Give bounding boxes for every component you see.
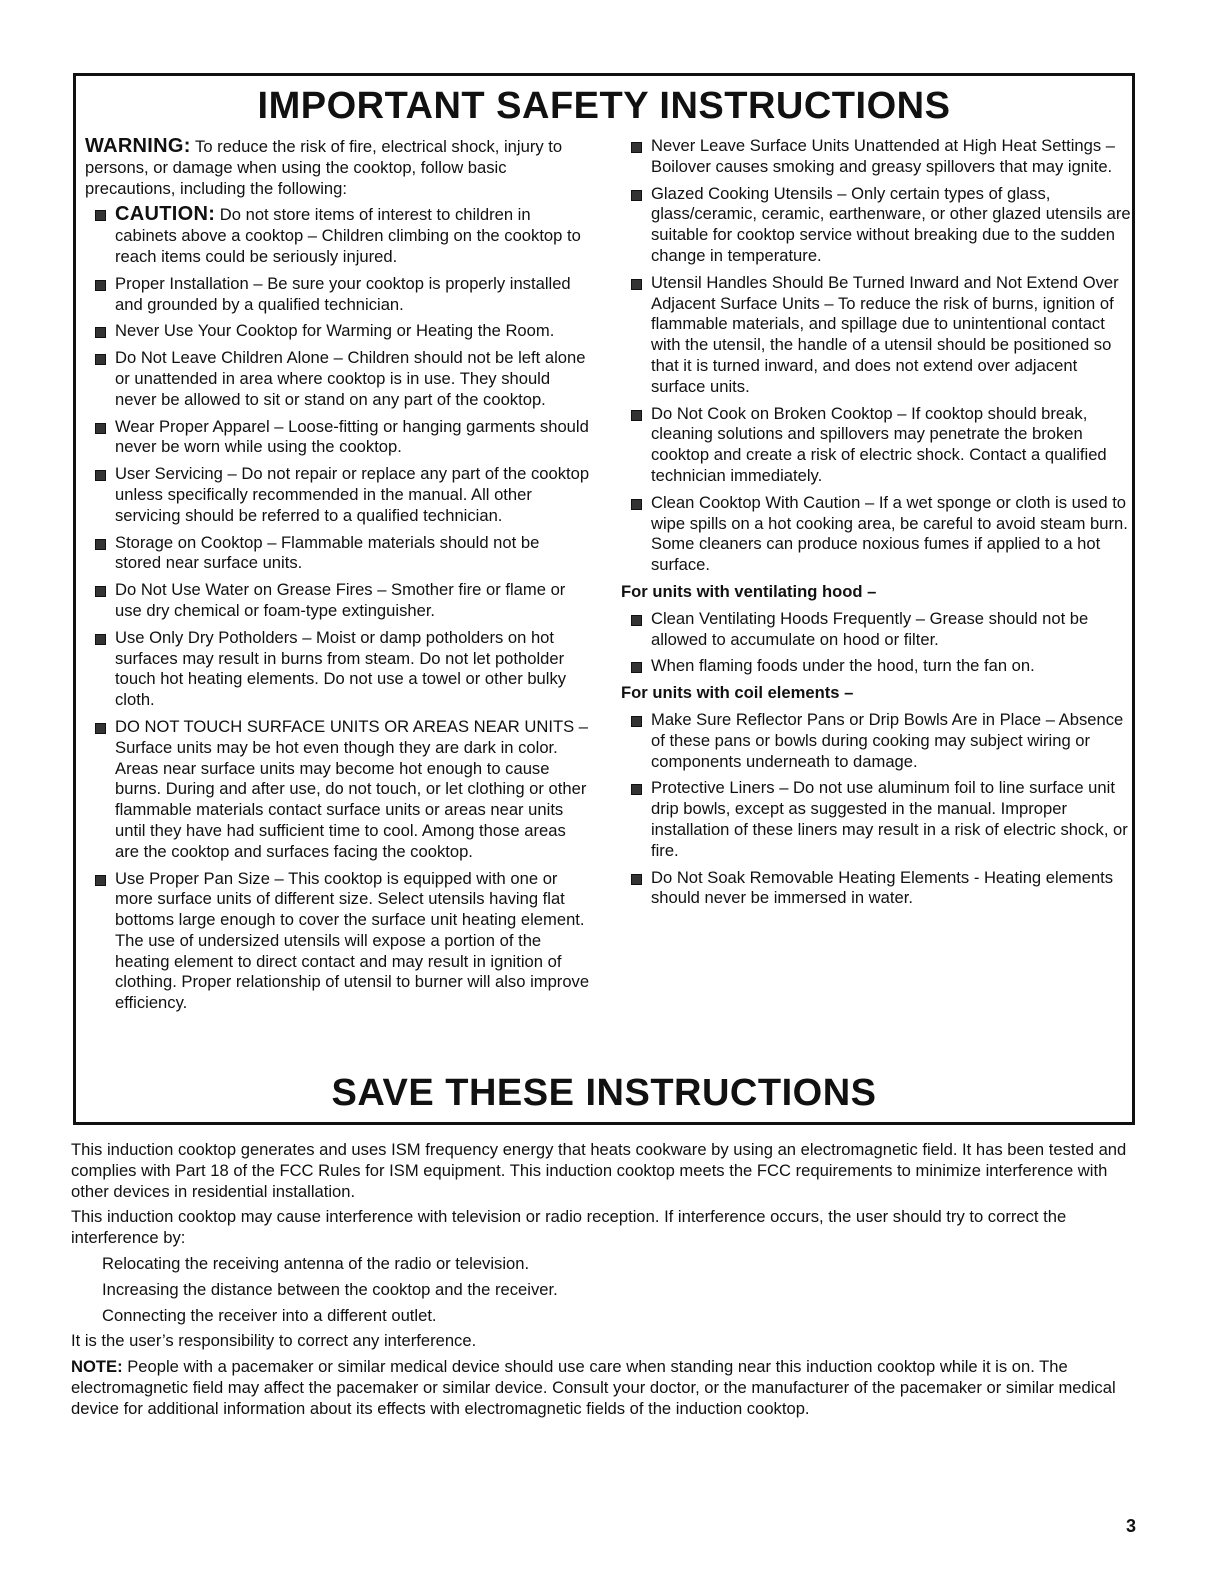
list-item-text: Clean Cooktop With Caution – If a wet sponge or cloth is used to wipe spills on a hot cooking area, be careful to avoid steam burn. Some cleaners can produce noxious fumes if applied to a hot surface.: [651, 492, 1128, 575]
square-bullet-icon: [631, 499, 642, 510]
list-item-text: Do Not Use Water on Grease Fires – Smother fire or flame or use dry chemical or foam-type extinguisher.: [115, 580, 566, 620]
fcc-step: Increasing the distance between the cooktop and the receiver.: [102, 1279, 558, 1299]
note-paragraph: [71, 1357, 1146, 1419]
square-bullet-icon: [631, 784, 642, 795]
fcc-paragraph-1: This induction cooktop generates and uses ISM frequency energy that heats cookware by using an electromagnetic field. It has been tested and complies with Part 18 of the FCC Rules for ISM equipment. This induction cooktop meets the FCC requirements to minimize interference with other devices in residential installation.: [71, 1140, 1127, 1201]
list-item: [621, 184, 1131, 267]
square-bullet-icon: [631, 662, 642, 673]
hood-heading: For units with ventilating hood –: [621, 581, 877, 601]
square-bullet-icon: [631, 716, 642, 727]
list-item-text: Utensil Handles Should Be Turned Inward and Not Extend Over Adjacent Surface Units – To reduce the risk of burns, ignition of flammable materials, and spillage due to unintentional contact with the utensil, the handle of a utensil should be positioned so that it is turned inward, and does not extend over adjacent surface units.: [651, 272, 1119, 396]
square-bullet-icon: [95, 354, 106, 365]
square-bullet-icon: [631, 615, 642, 626]
coil-heading: For units with coil elements –: [621, 683, 854, 703]
page-number: 3: [1126, 1516, 1137, 1536]
list-item-text: DO NOT TOUCH SURFACE UNITS OR AREAS NEAR UNITS – Surface units may be hot even though they are dark in color. Areas near surface units may become hot enough to cause burns. During and after use, do not touch, or let clothing or other flammable materials contact surface units or areas near units until they have had sufficient time to cool. Among those areas are the cooktop and surfaces facing the cooktop.: [115, 716, 589, 861]
list-item: [621, 656, 1131, 677]
square-bullet-icon: [631, 279, 642, 290]
list-item: [85, 274, 590, 316]
square-bullet-icon: [95, 875, 106, 886]
list-item-text: Storage on Cooktop – Flammable materials should not be stored near surface units.: [115, 532, 540, 573]
note-label: NOTE:: [71, 1357, 123, 1377]
square-bullet-icon: [95, 723, 106, 734]
square-bullet-icon: [95, 327, 106, 338]
list-item-text: Wear Proper Apparel – Loose-fitting or hanging garments should never be worn while using the cooktop.: [115, 416, 589, 457]
list-item: [621, 404, 1131, 487]
square-bullet-icon: [95, 586, 106, 597]
list-item-text: Do Not Cook on Broken Cooktop – If cooktop should break, cleaning solutions and spillovers may penetrate the broken cooktop and create a risk of electric shock. Contact a qualified technician immediately.: [651, 403, 1107, 485]
list-item: [621, 778, 1131, 861]
list-item: [85, 869, 590, 1015]
list-item: [85, 628, 590, 711]
square-bullet-icon: [95, 280, 106, 291]
square-bullet-icon: [631, 874, 642, 885]
square-bullet-icon: [631, 190, 642, 201]
list-item-text: Clean Ventilating Hoods Frequently – Grease should not be allowed to accumulate on hood or filter.: [651, 608, 1089, 649]
list-item: [85, 580, 590, 622]
list-item: [85, 464, 590, 526]
list-item: [85, 417, 590, 459]
square-bullet-icon: [631, 410, 642, 421]
safety-instructions-box: [73, 73, 1135, 1125]
list-item-text: Never Use Your Cooktop for Warming or Heating the Room.: [115, 321, 555, 341]
fcc-paragraph-2: This induction cooktop may cause interference with television or radio reception. If interference occurs, the user should try to correct the interference by:: [71, 1207, 1067, 1248]
list-item-text: Never Leave Surface Units Unattended at High Heat Settings – Boilover causes smoking and greasy spillovers that may ignite.: [651, 136, 1115, 176]
warning-label: WARNING:: [85, 135, 191, 157]
square-bullet-icon: [631, 142, 642, 153]
list-item: [621, 609, 1131, 651]
list-item: [621, 273, 1131, 398]
caution-label: CAUTION:: [115, 203, 216, 226]
list-item: [621, 710, 1131, 772]
warning-paragraph: [85, 136, 590, 199]
list-item-text: Do Not Leave Children Alone – Children should not be left alone or unattended in area where cooktop is in use. They should never be allowed to sit or stand on any part of the cooktop.: [115, 348, 586, 409]
list-item: [621, 868, 1131, 910]
list-item-text: Glazed Cooking Utensils – Only certain types of glass, glass/ceramic, ceramic, earthenware, or other glazed utensils are suitable for cooktop service without breaking due to the sudden change in temperature.: [651, 183, 1131, 265]
list-item-text: When flaming foods under the hood, turn the fan on.: [651, 656, 1035, 676]
caution-item: [85, 204, 590, 267]
list-item-text: Do Not Soak Removable Heating Elements - Heating elements should never be immersed in water.: [651, 867, 1114, 908]
list-item-text: Use Only Dry Potholders – Moist or damp potholders on hot surfaces may result in burns from steam. Do not let potholder touch hot heating elements. Do not use a towel or other bulky cloth.: [115, 627, 567, 710]
fcc-step: Relocating the receiving antenna of the radio or television.: [102, 1253, 530, 1273]
list-item-text: Protective Liners – Do not use aluminum foil to line surface unit drip bowls, except as suggested in the manual. Improper installation of these liners may result in a risk of electric shock, or fire.: [651, 778, 1128, 860]
fcc-paragraph-3: It is the user’s responsibility to correct any interference.: [71, 1331, 477, 1351]
fcc-section: [71, 1140, 1146, 1425]
list-item: [85, 717, 590, 863]
fcc-step: Connecting the receiver into a different outlet.: [102, 1305, 437, 1325]
list-item-text: User Servicing – Do not repair or replace any part of the cooktop unless specifically recommended in the manual. All other servicing should be referred to a qualified technician.: [115, 464, 590, 525]
list-item: [85, 321, 590, 342]
list-item: [85, 533, 590, 575]
square-bullet-icon: [95, 210, 106, 221]
safety-title: IMPORTANT SAFETY INSTRUCTIONS: [257, 85, 951, 127]
left-column: [85, 136, 590, 1020]
note-text: People with a pacemaker or similar medical device should use care when standing near this induction cooktop while it is on. The electromagnetic field may affect the pacemaker or similar device. Consult your doctor, or the manufacturer of the pacemaker or similar medical device for additional information about its effects with electromagnetic fields of the induction cooktop.: [71, 1357, 1116, 1418]
list-item: [621, 493, 1131, 576]
save-instructions-title: SAVE THESE INSTRUCTIONS: [331, 1072, 877, 1114]
list-item-text: Proper Installation – Be sure your cooktop is properly installed and grounded by a qualified technician.: [115, 273, 571, 314]
list-item-text: Use Proper Pan Size – This cooktop is equipped with one or more surface units of different size. Select utensils having flat bottoms large enough to cover the surface unit heating element. The use of undersized utensils will expose a portion of the heating element to direct contact and may result in ignition of clothing. Proper relationship of utensil to burner will also improve efficiency.: [115, 868, 590, 1013]
list-item: [85, 348, 590, 410]
list-item-text: Make Sure Reflector Pans or Drip Bowls Are in Place – Absence of these pans or bowls during cooking may subject wiring or components underneath to damage.: [651, 709, 1124, 771]
square-bullet-icon: [95, 423, 106, 434]
right-column: [621, 136, 1131, 915]
caution-text: Do not store items of interest to children in cabinets above a cooktop – Children climbing on the cooktop to reach items could be seriously injured.: [115, 205, 581, 266]
list-item: [621, 136, 1131, 178]
square-bullet-icon: [95, 470, 106, 481]
square-bullet-icon: [95, 539, 106, 550]
square-bullet-icon: [95, 634, 106, 645]
warning-text: To reduce the risk of fire, electrical shock, injury to persons, or damage when using the cooktop, follow basic precautions, including the following:: [85, 137, 563, 198]
